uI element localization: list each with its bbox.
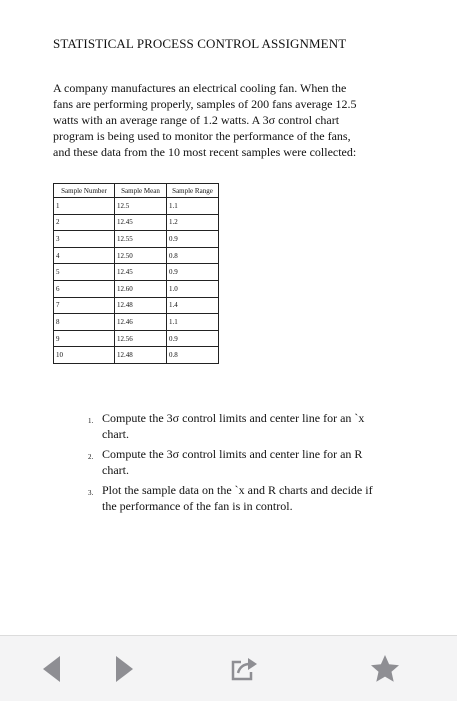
table-row bbox=[54, 198, 219, 215]
cell-sample-range: 1.4 bbox=[167, 297, 219, 314]
cell-sample-number: 10 bbox=[54, 347, 115, 364]
cell-sample-number: 3 bbox=[54, 231, 115, 248]
question-text: Compute the 3σ control limits and center line for an R bbox=[102, 447, 363, 461]
cell-sample-range: 0.8 bbox=[167, 247, 219, 264]
question-item bbox=[88, 446, 418, 478]
header-sample-mean: Sample Mean bbox=[115, 184, 167, 198]
question-item bbox=[88, 482, 418, 514]
cell-sample-range: 1.1 bbox=[167, 314, 219, 331]
document-title: STATISTICAL PROCESS CONTROL ASSIGNMENT bbox=[53, 36, 347, 51]
header-sample-range: Sample Range bbox=[167, 184, 219, 198]
table-row bbox=[54, 280, 219, 297]
cell-sample-range: 1.0 bbox=[167, 280, 219, 297]
cell-sample-number: 5 bbox=[54, 264, 115, 281]
cell-sample-number: 8 bbox=[54, 314, 115, 331]
cell-sample-range: 1.1 bbox=[167, 198, 219, 215]
cell-sample-mean: 12.45 bbox=[115, 214, 167, 231]
bookmark-button[interactable] bbox=[367, 651, 403, 687]
table-row bbox=[54, 231, 219, 248]
cell-sample-number: 2 bbox=[54, 214, 115, 231]
header-sample-number: Sample Number bbox=[54, 184, 115, 198]
table-row bbox=[54, 314, 219, 331]
intro-line: watts with an average range of 1.2 watts. A 3σ control chart bbox=[53, 113, 340, 127]
cell-sample-range: 0.9 bbox=[167, 264, 219, 281]
table-row bbox=[54, 297, 219, 314]
intro-line: program is being used to monitor the performance of the fans, bbox=[53, 129, 351, 143]
cell-sample-mean: 12.50 bbox=[115, 247, 167, 264]
question-text: Compute the 3σ control limits and center line for an `x bbox=[102, 411, 365, 425]
intro-line: A company manufactures an electrical cooling fan. When the bbox=[53, 81, 347, 95]
share-button[interactable] bbox=[226, 651, 262, 687]
cell-sample-mean: 12.55 bbox=[115, 231, 167, 248]
question-text: chart. bbox=[102, 427, 129, 441]
cell-sample-number: 4 bbox=[54, 247, 115, 264]
question-text: Plot the sample data on the `x and R charts and decide if bbox=[102, 483, 373, 497]
intro-line: and these data from the 10 most recent samples were collected: bbox=[53, 145, 357, 159]
cell-sample-mean: 12.46 bbox=[115, 314, 167, 331]
cell-sample-range: 0.9 bbox=[167, 231, 219, 248]
back-arrow-icon bbox=[40, 654, 64, 684]
intro-line: fans are performing properly, samples of 200 fans average 12.5 bbox=[53, 97, 357, 111]
cell-sample-range: 1.2 bbox=[167, 214, 219, 231]
intro-paragraph bbox=[53, 80, 413, 160]
question-number: 1. bbox=[88, 417, 94, 425]
table-row bbox=[54, 247, 219, 264]
cell-sample-number: 6 bbox=[54, 280, 115, 297]
table-row bbox=[54, 264, 219, 281]
cell-sample-number: 7 bbox=[54, 297, 115, 314]
star-icon bbox=[369, 653, 401, 685]
cell-sample-mean: 12.56 bbox=[115, 330, 167, 347]
sample-data-table bbox=[53, 183, 219, 364]
cell-sample-mean: 12.48 bbox=[115, 347, 167, 364]
bottom-toolbar bbox=[0, 635, 457, 701]
table-header-row bbox=[54, 184, 219, 198]
cell-sample-range: 0.8 bbox=[167, 347, 219, 364]
cell-sample-number: 1 bbox=[54, 198, 115, 215]
table-row bbox=[54, 347, 219, 364]
table-row bbox=[54, 214, 219, 231]
share-icon bbox=[229, 655, 259, 683]
question-text: chart. bbox=[102, 463, 129, 477]
forward-button[interactable] bbox=[106, 651, 142, 687]
cell-sample-mean: 12.5 bbox=[115, 198, 167, 215]
question-number: 2. bbox=[88, 453, 94, 461]
table-row bbox=[54, 330, 219, 347]
cell-sample-range: 0.9 bbox=[167, 330, 219, 347]
cell-sample-mean: 12.48 bbox=[115, 297, 167, 314]
question-list bbox=[88, 410, 418, 518]
question-number: 3. bbox=[88, 489, 94, 497]
question-item bbox=[88, 410, 418, 442]
cell-sample-number: 9 bbox=[54, 330, 115, 347]
forward-arrow-icon bbox=[112, 654, 136, 684]
back-button[interactable] bbox=[34, 651, 70, 687]
cell-sample-mean: 12.60 bbox=[115, 280, 167, 297]
cell-sample-mean: 12.45 bbox=[115, 264, 167, 281]
question-text: the performance of the fan is in control. bbox=[102, 499, 293, 513]
